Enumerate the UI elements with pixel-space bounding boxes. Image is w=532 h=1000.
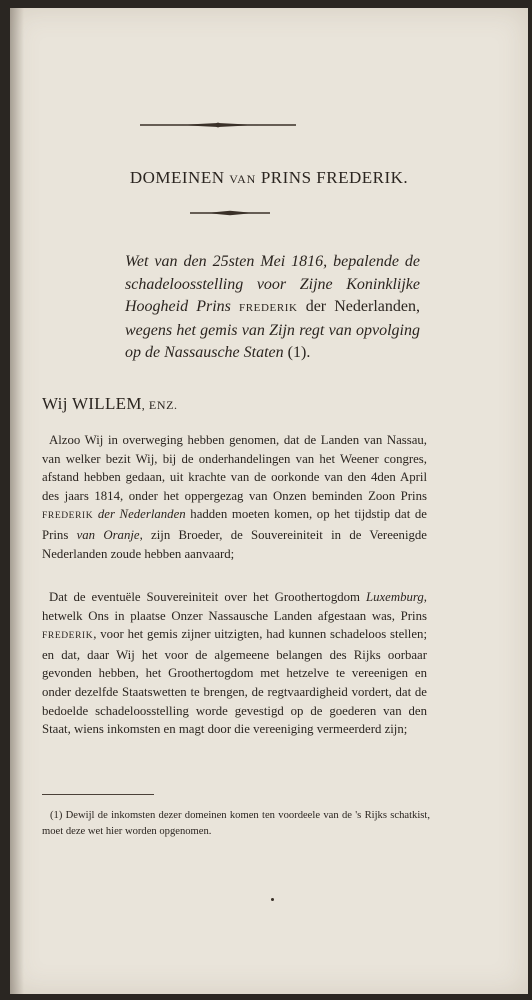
p1-text-5: hadden moeten komen, op het tijdstip dat de Prins: [42, 507, 427, 542]
opening-line: [42, 394, 178, 414]
p2-text-5: , voor het gemis zijner uitzigten, had kunnen schadeloos stellen; en dat, daar Wij het voor de algemeene belangen des Rijks oorbaar gevonden hebben, het Groothertogdom met hetzelve te vereenigen en onder dezelfde Staatswetten te brengen, de regtvaardigheid vordert, dat de bedoelde schadeloosstelling worde gevestigd op de goederen van den Staat, wiens inkomsten en magt door die vereeniging vermeerderd zijn;: [42, 627, 427, 737]
p1-name: FREDERIK: [42, 511, 94, 522]
opening-text-2: , ENZ.: [141, 398, 178, 412]
title-text-3: PRINS FREDERIK.: [256, 168, 409, 187]
title-text-1: DOMEINEN: [129, 168, 230, 187]
book-page: [10, 8, 528, 994]
p2-text-2: Luxemburg: [365, 590, 424, 604]
title-text-2: VAN: [229, 172, 257, 186]
footnote: (1) Dewijl de inkomsten dezer domeinen komen ten voordeele van de 's Rijks schatkist, moet deze wet hier worden opgenomen.: [42, 810, 430, 837]
top-ornament-rule: [138, 120, 298, 130]
decree-text-1: Wet van den 25sten Mei 1816, bepalende de schadeloosstelling voor Zijne Koninklijke Hoogheid Prins: [125, 253, 420, 315]
page-title: [10, 168, 528, 188]
footnote-separator: [42, 794, 154, 795]
p2-text-1: Dat de eventuële Souvereiniteit over het Groothertogdom: [49, 590, 366, 604]
decree-text-4: wegens het gemis van Zijn regt van opvolging op de Nassausche Staten: [125, 321, 420, 361]
paragraph-2: [42, 588, 427, 739]
decree-text-3: der Nederlanden,: [297, 298, 420, 315]
p1-text-4: der Nederlanden: [97, 507, 186, 522]
decree-footnote-ref: (1).: [283, 344, 311, 361]
p1-text-1: Alzoo Wij in overweging hebben genomen, dat de Landen van Nassau, van welker bezit Wij, bij de onderhandelingen van het Weener congres, afstand hebben gedaan, uit krachte van de oorkonde van den 4den April des jaars 1814, onder het oppergezag van Onzen beminden Zoon Prins: [42, 433, 427, 503]
decree-name: FREDERIK: [239, 302, 298, 314]
paragraph-1: [42, 431, 427, 563]
decree-heading: [125, 251, 420, 365]
p1-text-7: , zijn Broeder, de Souvereiniteit in de Vereenigde Nederlanden zoude hebben aanvaard;: [42, 527, 427, 561]
p2-name: FREDERIK: [42, 631, 94, 642]
opening-text-1: Wij WILLEM: [42, 394, 142, 413]
p2-text-3: , hetwelk Ons in plaatse Onzer Nassausche Landen afgestaan was, Prins: [42, 590, 427, 623]
middle-ornament-rule: [188, 208, 272, 218]
p1-text-6: van Oranje: [76, 527, 140, 542]
signature-mark: [271, 898, 274, 901]
page-gutter-shadow: [10, 8, 24, 994]
